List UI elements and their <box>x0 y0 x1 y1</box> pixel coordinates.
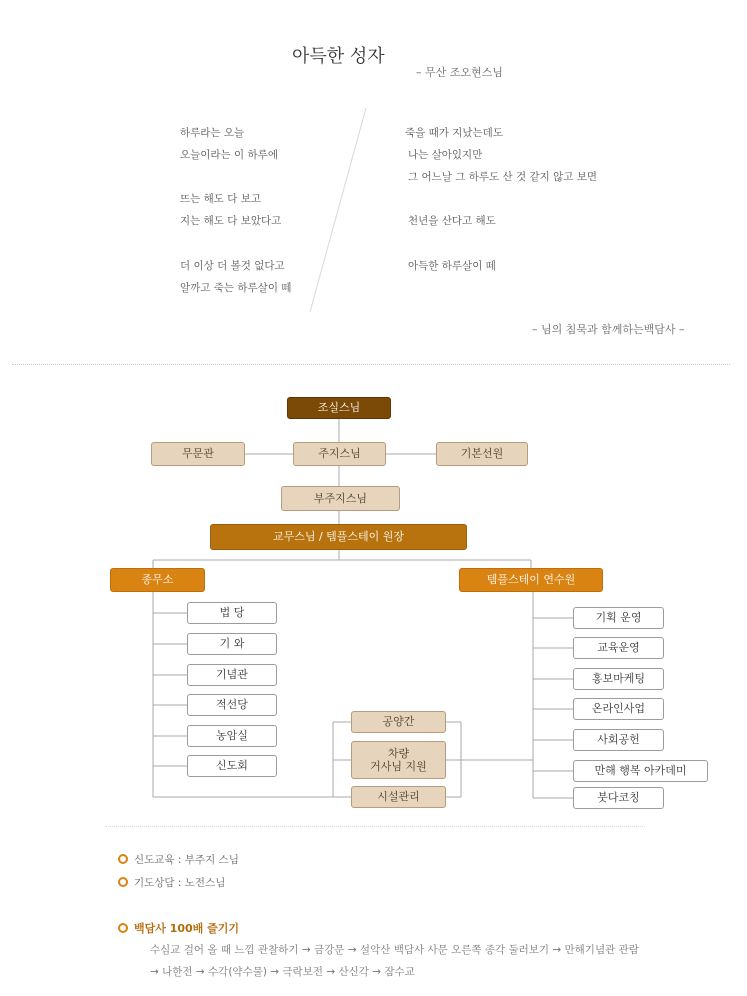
org-shared-unit: 시설관리 <box>351 786 446 808</box>
org-templestay-child: 만해 행복 아카데미 <box>573 760 708 782</box>
org-jongmuso: 종무소 <box>110 568 205 592</box>
section-divider <box>105 826 645 827</box>
poem-right-line: 그 어느날 그 하루도 산 것 같지 않고 보면 <box>408 171 597 183</box>
org-director: 교무스님 / 템플스테이 원장 <box>210 524 467 550</box>
org-templestay-child: 사회공헌 <box>573 729 664 751</box>
enjoy-route-line: → 나한전 → 수각(약수물) → 극락보전 → 산신각 → 잠수교 <box>150 966 415 978</box>
section-divider <box>12 364 730 365</box>
poem-left-line: 오늘이라는 이 하루에 <box>180 149 278 161</box>
info-item: 신도교육 : 부주지 스님 <box>134 854 239 866</box>
org-right-side: 기본선원 <box>436 442 528 466</box>
enjoy-title: 백담사 100배 즐기기 <box>134 922 240 935</box>
poem-divider <box>310 108 366 312</box>
poem-left-line: 하루라는 오늘 <box>180 127 245 139</box>
org-jongmuso-child: 기 와 <box>187 633 277 655</box>
bullet-icon <box>118 877 128 887</box>
poem-title: 아득한 성자 <box>292 46 385 67</box>
poem-left-line: 뜨는 해도 다 보고 <box>180 193 262 205</box>
org-templestay-child: 기획 운영 <box>573 607 664 629</box>
poem-left-line: 더 이상 더 볼것 없다고 <box>180 260 285 272</box>
bullet-icon <box>118 923 128 933</box>
org-jongmuso-child: 법 당 <box>187 602 277 624</box>
org-jongmuso-child: 신도회 <box>187 755 277 777</box>
bullet-icon <box>118 854 128 864</box>
org-templestay-child: 교육운영 <box>573 637 664 659</box>
org-shared-unit: 차량 거사님 지원 <box>351 741 446 779</box>
poem-closing: – 님의 침묵과 함께하는백담사 – <box>532 323 685 336</box>
enjoy-route-line: 수심교 걸어 올 때 느낌 관찰하기 → 금강문 → 설악산 백담사 사문 오른쪽 종각 둘러보기 → 만해기념관 관람 <box>150 944 639 956</box>
org-left-side: 무문관 <box>151 442 245 466</box>
info-item: 기도상담 : 노전스님 <box>134 877 226 889</box>
poem-right-line: 천년을 산다고 해도 <box>408 215 496 227</box>
org-templestay-child: 홍보마케팅 <box>573 668 664 690</box>
org-vice-abbot: 부주지스님 <box>281 486 400 511</box>
org-jongmuso-child: 기념관 <box>187 664 277 686</box>
poem-right-line: 나는 살아있지만 <box>408 149 483 161</box>
poem-left-line: 지는 해도 다 보았다고 <box>180 215 282 227</box>
org-shared-unit: 공양간 <box>351 711 446 733</box>
poem-right-line: 죽을 때가 지났는데도 <box>405 127 503 139</box>
org-templestay: 템플스테이 연수원 <box>459 568 603 592</box>
org-jongmuso-child: 적선당 <box>187 694 277 716</box>
org-top: 조실스님 <box>287 397 391 419</box>
org-templestay-child: 온라인사업 <box>573 698 664 720</box>
poem-right-line: 아득한 하루살이 떼 <box>408 260 496 272</box>
org-abbot: 주지스님 <box>293 442 386 466</box>
poem-author: – 무산 조오현스님 <box>416 66 503 79</box>
org-jongmuso-child: 농암실 <box>187 725 277 747</box>
org-templestay-child: 붓다코칭 <box>573 787 664 809</box>
poem-left-line: 알까고 죽는 하루살이 떼 <box>180 282 292 294</box>
